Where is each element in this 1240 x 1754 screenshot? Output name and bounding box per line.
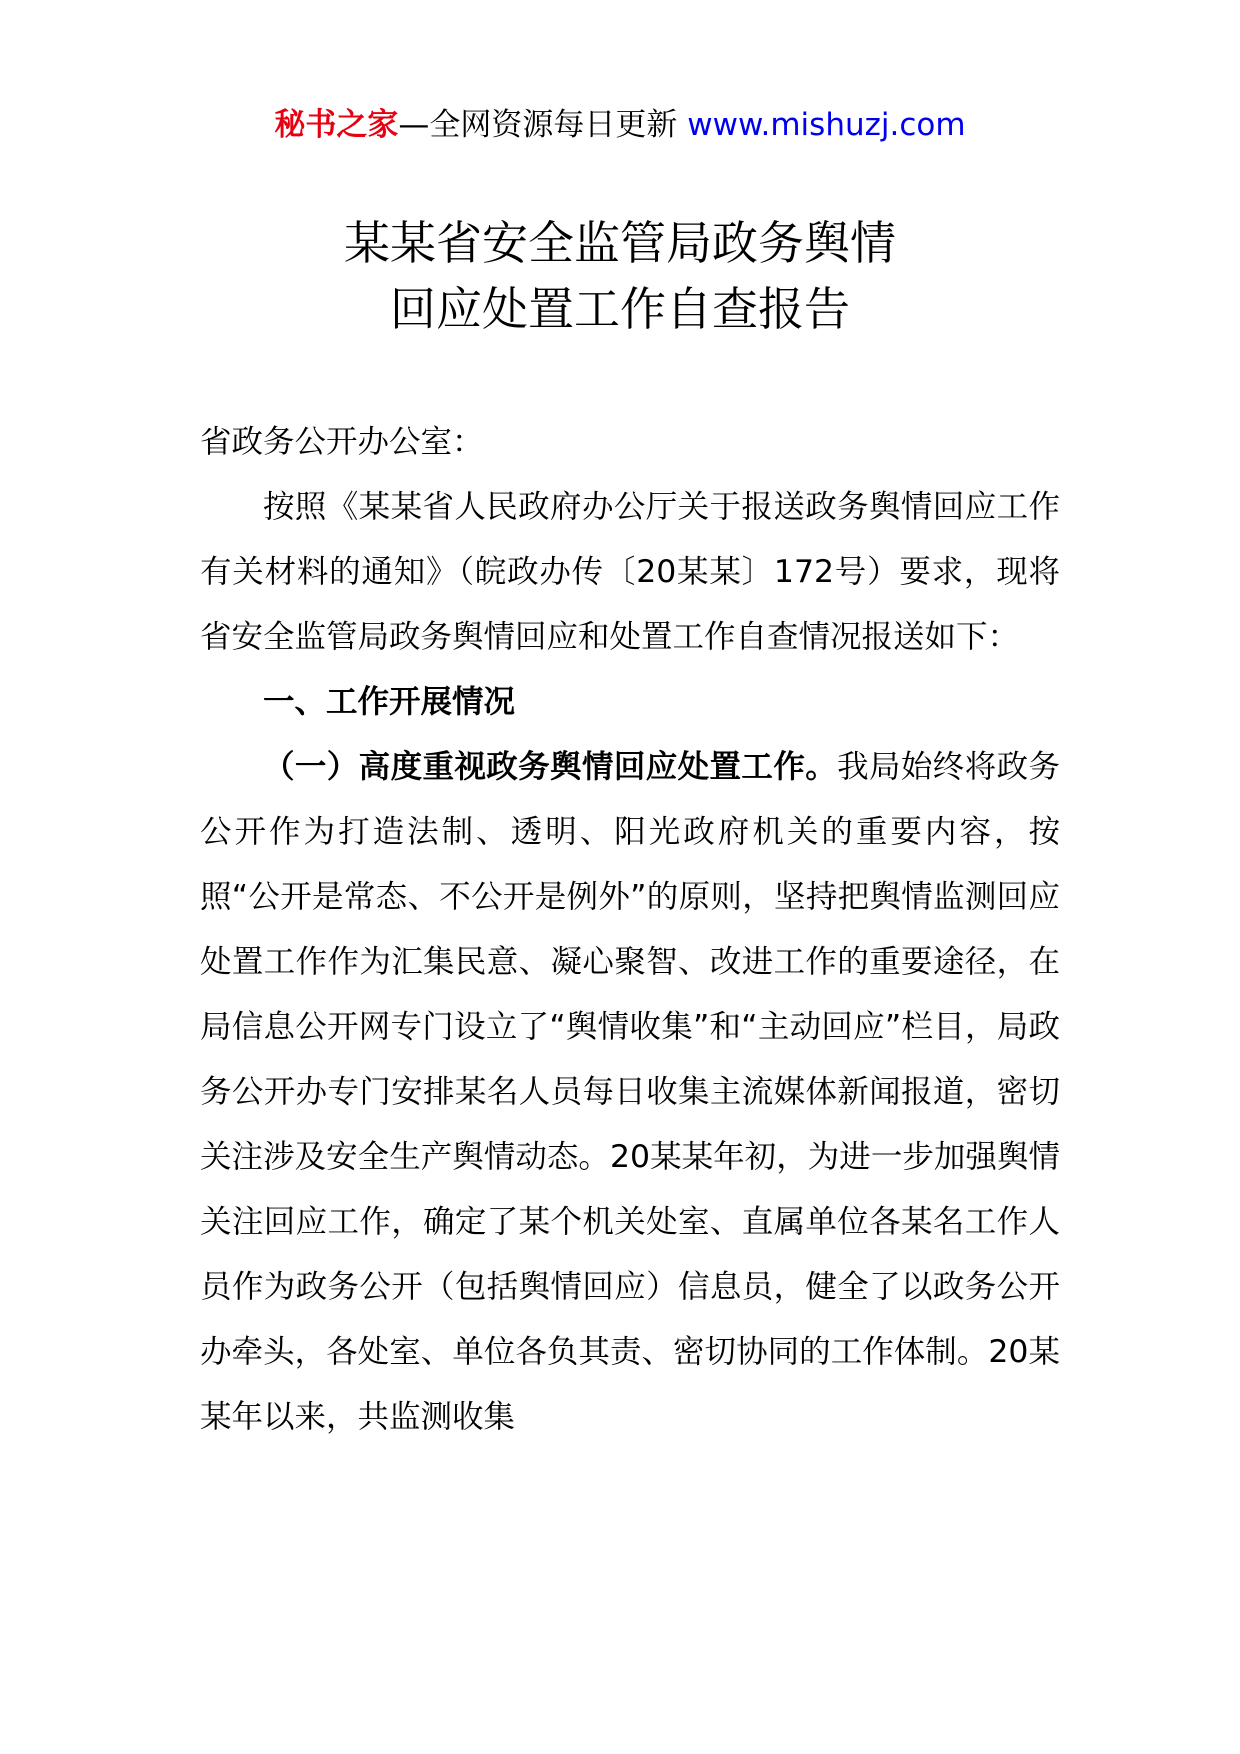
intro-paragraph: 按照《某某省人民政府办公厅关于报送政务舆情回应工作有关材料的通知》（皖政办传〔20某某〕172号）要求，现将省安全监管局政务舆情回应和处置工作自查情况报送如下： — [200, 489, 1060, 655]
section-heading: 一、工作开展情况 — [263, 684, 516, 720]
title-line-2: 回应处置工作自查报告 — [390, 282, 850, 336]
subsection-text: 我局始终将政务公开作为打造法制、透明、阳光政府机关的重要内容，按照“公开是常态、不公开是例外”的原则，坚持把舆情监测回应处置工作作为汇集民意、凝心聚智、改进工作的重要途径，在局信息公开网专门设立了“舆情收集”和“主动回应”栏目，局政务公开办专门安排某名人员每日收集主流媒体新闻报道，密切关注涉及安全生产舆情动态。20某某年初，为进一步加强舆情关注回应工作，确定了某个机关处室、直属单位各某名工作人员作为政务公开（包括舆情回应）信息员，健全了以政务公开办牵头，各处室、单位各负其责、密切协同的工作体制。20某某年以来，共监测收集 — [200, 749, 1060, 1435]
subsection-heading: （一）高度重视政务舆情回应处置工作。 — [263, 749, 838, 785]
subsection-paragraph — [200, 735, 1060, 1450]
salutation: 省政务公开办公室： — [200, 424, 484, 460]
title-line-1: 某某省安全监管局政务舆情 — [344, 216, 896, 270]
site-tagline: —全网资源每日更新 — [398, 107, 678, 143]
site-header — [0, 103, 1240, 147]
brand-name: 秘书之家 — [274, 107, 399, 143]
document-body — [200, 410, 1060, 1450]
site-url-link[interactable]: www.mishuzj.com — [687, 107, 966, 143]
document-title — [0, 210, 1240, 342]
